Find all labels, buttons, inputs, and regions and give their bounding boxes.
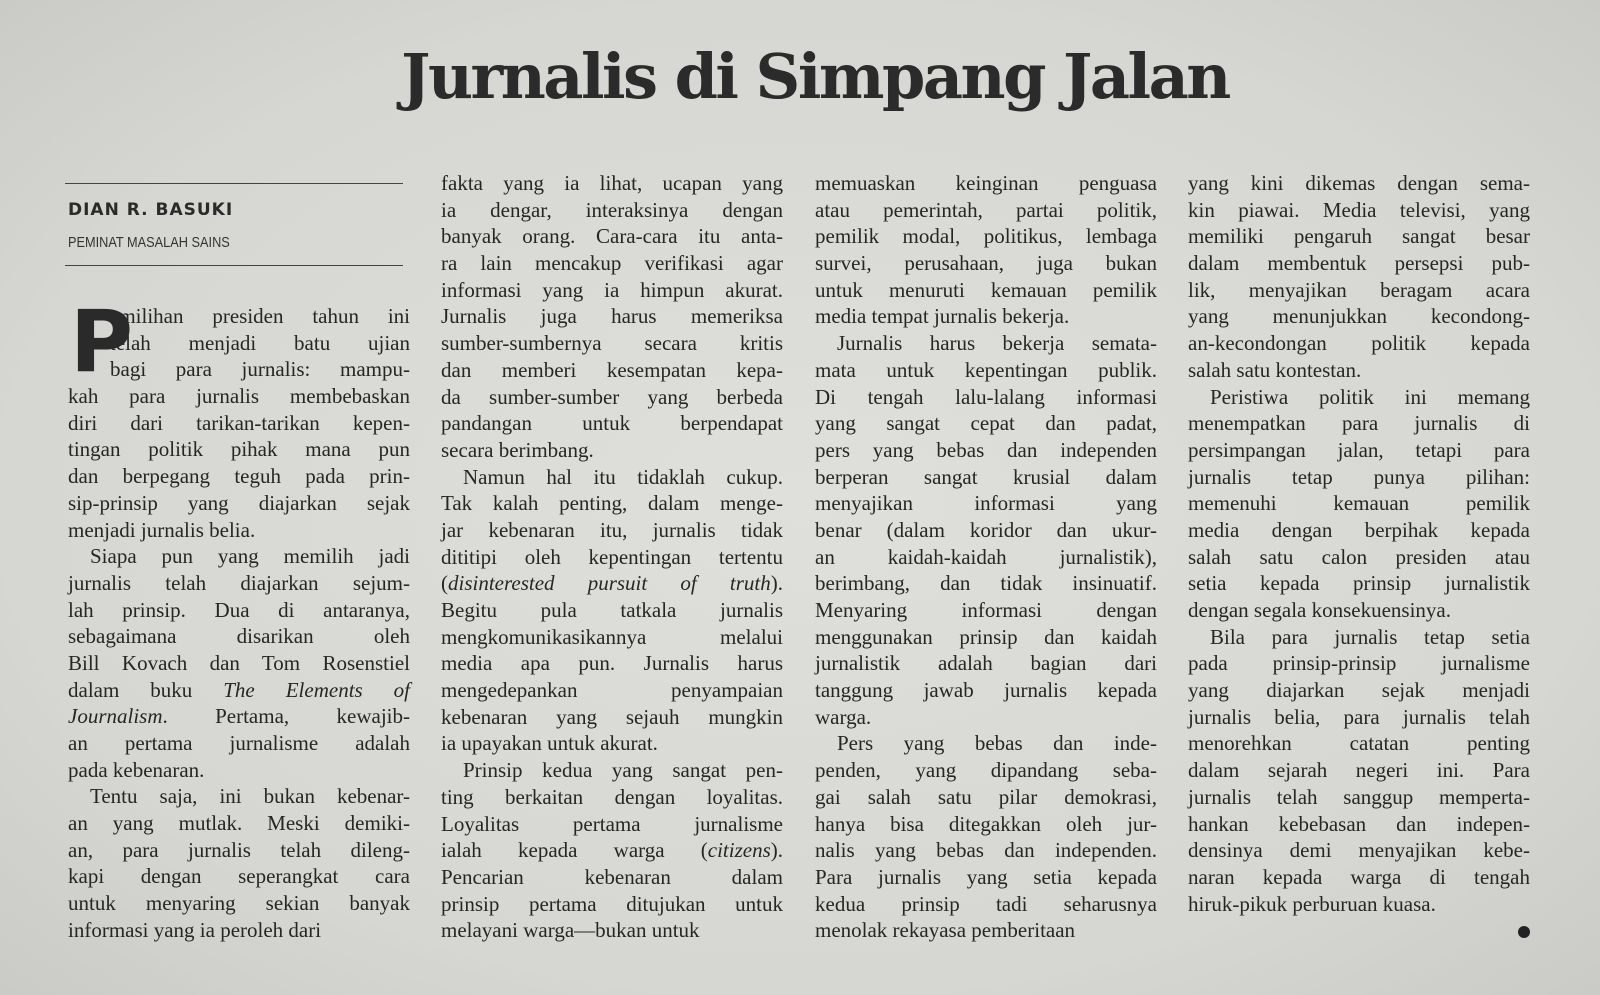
- text-line: diri dari tarikan-tarikan kepen-: [68, 410, 410, 435]
- text-line: pemilik modal, politikus, lembaga: [815, 224, 1157, 249]
- text-line: mengkomunikasikannya melalui: [441, 624, 783, 649]
- text-line: Menyaring informasi dengan: [815, 598, 1157, 622]
- drop-cap: P: [70, 292, 134, 392]
- text-line: Peristiwa politik ini memang: [1210, 384, 1530, 409]
- text-line: pandangan untuk berpendapat: [441, 411, 783, 436]
- text-line: survei, perusahaan, juga bukan: [815, 251, 1157, 276]
- text-line: Tentu saja, ini bukan kebenar-: [90, 784, 410, 809]
- text-line: ialah kepada warga (citizens).: [441, 838, 783, 863]
- text-line: dan berpegang teguh pada prin-: [68, 464, 410, 489]
- text-line: kin piawai. Media televisi, yang: [1188, 197, 1530, 222]
- text-line: prinsip pertama ditujukan untuk: [441, 891, 783, 916]
- text-line: warga.: [815, 704, 872, 729]
- byline-top-rule: [65, 183, 403, 184]
- text-line: memenuhi kemauan pemilik: [1188, 491, 1530, 516]
- text-line: nalis yang bebas dan independen.: [815, 838, 1157, 863]
- text-line: yang diajarkan sejak menjadi: [1188, 678, 1530, 703]
- text-line: lik, menyajikan beragam acara: [1188, 277, 1530, 302]
- text-line: atau pemerintah, partai politik,: [815, 197, 1157, 222]
- text-line: mata untuk kepentingan publik.: [815, 357, 1157, 382]
- text-line: Pers yang bebas dan inde-: [837, 731, 1157, 756]
- text-line: hanya bisa ditegakkan oleh jur-: [815, 811, 1157, 836]
- byline: [65, 183, 403, 266]
- italic-text: disinterested pursuit of truth: [448, 571, 771, 596]
- text-line: berimbang, dan tidak insinuatif.: [815, 571, 1157, 596]
- text-line: an kaidah-kaidah jurnalistik),: [815, 544, 1157, 569]
- text-line: dalam membentuk persepsi pub-: [1188, 251, 1530, 276]
- text-line: gai salah satu pilar demokrasi,: [815, 784, 1157, 809]
- text-line: jurnalis belia, para jurnalis telah: [1188, 704, 1530, 729]
- text-line: dengan segala konsekuensinya.: [1188, 598, 1452, 622]
- text-line: informasi yang ia peroleh dari: [68, 917, 322, 942]
- text-line: ia upayakan untuk akurat.: [441, 731, 658, 756]
- text-line: ting berkaitan dengan loyalitas.: [441, 784, 783, 809]
- text-line: untuk menyaring sekian banyak: [68, 891, 410, 916]
- text-line: Namun hal itu tidaklah cukup.: [463, 464, 783, 489]
- text-line: Di tengah lalu-lalang informasi: [815, 384, 1157, 409]
- text-line: pers yang bebas dan independen: [815, 437, 1157, 462]
- article-column-1: [68, 292, 410, 944]
- text-line: Begitu pula tatkala jurnalis: [441, 598, 783, 622]
- text-line: an yang mutlak. Meski demiki-: [68, 811, 410, 836]
- text-line: Loyalitas pertama jurnalisme: [441, 811, 783, 836]
- text-line: Prinsip kedua yang sangat pen-: [463, 758, 783, 783]
- text-line: naran kepada warga di tengah: [1188, 864, 1530, 889]
- text-line: fakta yang ia lihat, ucapan yang: [441, 171, 783, 195]
- text-line: memuaskan keinginan penguasa: [815, 171, 1157, 195]
- text-line: telah menjadi batu ujian: [110, 330, 410, 355]
- text-line: salah satu kontestan.: [1188, 357, 1362, 382]
- text-line: hiruk-pikuk perburuan kuasa.: [1188, 891, 1436, 916]
- article-column-3: [815, 170, 1157, 944]
- text-line: menorehkan catatan penting: [1188, 731, 1530, 756]
- text-line: yang menunjukkan kecondong-: [1188, 304, 1530, 329]
- text-line: tingan politik pihak mana pun: [68, 437, 410, 462]
- text-line: Bill Kovach dan Tom Rosenstiel: [68, 650, 410, 675]
- text-line: media apa pun. Jurnalis harus: [441, 651, 783, 676]
- text-line: ra lain mencakup verifikasi agar: [441, 251, 783, 276]
- text-line: pada kebenaran.: [68, 757, 205, 782]
- text-line: sumber-sumbernya secara kritis: [441, 331, 783, 356]
- text-line: sip-prinsip yang diajarkan sejak: [68, 490, 410, 515]
- italic-text: citizens: [707, 838, 771, 863]
- text-line: an, para jurnalis telah dileng-: [68, 837, 410, 862]
- text-line: Journalism. Pertama, kewajib-: [68, 704, 410, 729]
- text-line: dititipi oleh kepentingan tertentu: [441, 544, 783, 569]
- byline-bottom-rule: [65, 265, 403, 266]
- text-line: Para jurnalis yang setia kepada: [815, 864, 1157, 889]
- text-line: an pertama jurnalisme adalah: [68, 731, 410, 755]
- text-line: media dengan berpihak kepada: [1188, 517, 1530, 542]
- text-line: (disinterested pursuit of truth).: [441, 571, 783, 596]
- text-line: menolak rekayasa pemberitaan: [815, 918, 1076, 943]
- text-line: dalam sejarah negeri ini. Para: [1188, 758, 1530, 783]
- text-line: jurnalis tetap punya pilihan:: [1188, 464, 1530, 489]
- text-line: Bila para jurnalis tetap setia: [1210, 624, 1530, 649]
- text-line: jar kebenaran itu, jurnalis tidak: [441, 517, 783, 542]
- text-line: kedua prinsip tadi seharusnya: [815, 891, 1157, 916]
- text-line: Jurnalis juga harus memeriksa: [441, 304, 783, 329]
- text-line: kapi dengan seperangkat cara: [68, 864, 410, 889]
- text-line: jurnalis telah diajarkan sejum-: [68, 570, 410, 595]
- text-line: tanggung jawab jurnalis kepada: [815, 678, 1157, 703]
- text-line: mengedepankan penyampaian: [441, 678, 783, 703]
- text-line: menggunakan prinsip dan kaidah: [815, 624, 1157, 649]
- text-line: sebagaimana disarikan oleh: [68, 624, 410, 649]
- text-line: media tempat jurnalis bekerja.: [815, 304, 1070, 329]
- text-line: jurnalistik adalah bagian dari: [815, 651, 1157, 676]
- text-line: dalam buku The Elements of: [68, 677, 410, 702]
- text-line: lah prinsip. Dua di antaranya,: [68, 597, 410, 622]
- article-column-4: [1188, 170, 1530, 917]
- text-line: ia dengar, interaksinya dengan: [441, 197, 783, 222]
- text-line: da sumber-sumber yang berbeda: [441, 384, 783, 409]
- text-line: informasi yang ia himpun akurat.: [441, 277, 783, 302]
- text-line: kah para jurnalis membebaskan: [68, 384, 410, 409]
- text-line: yang kini dikemas dengan sema-: [1188, 171, 1530, 195]
- text-line: untuk menuruti kemauan pemilik: [815, 277, 1157, 302]
- text-line: hankan kebebasan dan indepen-: [1188, 811, 1530, 836]
- text-line: bagi para jurnalis: mampu-: [110, 357, 410, 382]
- text-line: memiliki pengaruh sangat besar: [1188, 224, 1530, 249]
- text-line: menjadi jurnalis belia.: [68, 517, 256, 542]
- article-column-2: [441, 170, 783, 944]
- text-line: menempatkan para jurnalis di: [1188, 411, 1530, 436]
- text-line: an-kecondongan politik kepada: [1188, 331, 1530, 356]
- text-line: penden, yang dipandang seba-: [815, 758, 1157, 783]
- author-role: PEMINAT MASALAH SAINS: [68, 234, 230, 251]
- text-line: setia kepada prinsip jurnalistik: [1188, 571, 1530, 596]
- text-line: emilihan presiden tahun ini: [110, 304, 410, 328]
- text-line: Siapa pun yang memilih jadi: [90, 544, 410, 569]
- text-line: Pencarian kebenaran dalam: [441, 864, 783, 889]
- text-line: melayani warga—bukan untuk: [441, 918, 700, 943]
- author-name: DIAN R. BASUKI: [68, 200, 234, 220]
- text-line: berperan sangat krusial dalam: [815, 464, 1157, 489]
- italic-text: Journalism: [68, 704, 163, 729]
- text-line: dan memberi kesempatan kepa-: [441, 357, 783, 382]
- end-of-article-bullet: [1518, 926, 1530, 938]
- text-line: Jurnalis harus bekerja semata-: [837, 331, 1157, 356]
- text-line: benar (dalam koridor dan ukur-: [815, 517, 1157, 542]
- text-line: yang sangat cepat dan padat,: [815, 411, 1157, 436]
- text-line: banyak orang. Cara-cara itu anta-: [441, 224, 783, 249]
- text-line: secara berimbang.: [441, 437, 594, 462]
- text-line: pada prinsip-prinsip jurnalisme: [1188, 651, 1530, 676]
- text-line: menyajikan informasi yang: [815, 491, 1157, 516]
- text-line: kebenaran yang sejauh mungkin: [441, 704, 783, 729]
- text-line: Tak kalah penting, dalam menge-: [441, 491, 783, 516]
- text-line: jurnalis telah sanggup memperta-: [1188, 784, 1530, 809]
- article-title: Jurnalis di Simpang Jalan: [401, 40, 1229, 113]
- italic-text: The Elements of: [223, 677, 410, 702]
- text-line: salah satu calon presiden atau: [1188, 544, 1530, 569]
- text-line: densinya demi menyajikan kebe-: [1188, 838, 1530, 863]
- text-line: persimpangan jalan, tetapi para: [1188, 437, 1530, 462]
